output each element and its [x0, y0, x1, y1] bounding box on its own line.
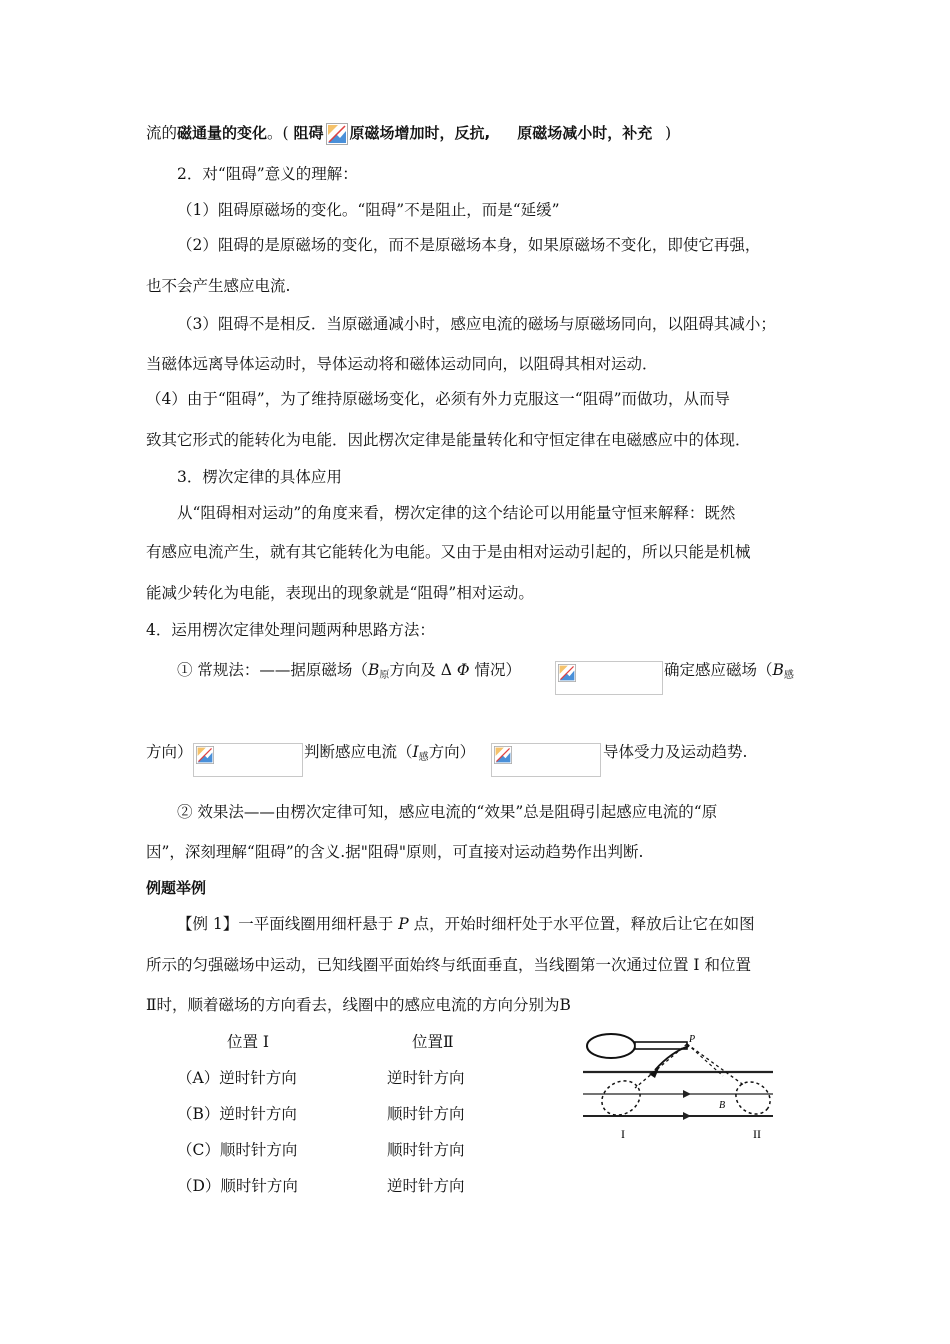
line-5: 也不会产生感应电流. — [146, 277, 291, 295]
option-a-pos1: （A）逆时针方向 — [177, 1069, 297, 1087]
text-d: 方向） — [428, 743, 476, 761]
line-8: （4）由于“阻碍”，为了维持原磁场变化，必须有外力克服这一“阻碍”而做功，从而导 — [146, 390, 731, 408]
option-d-pos2: 逆时针方向 — [387, 1177, 465, 1195]
bold-increase: 原磁场增加时，反抗, — [349, 124, 491, 142]
option-a-pos2: 逆时针方向 — [387, 1069, 465, 1087]
var-p: P — [398, 915, 409, 933]
broken-image-icon — [494, 746, 512, 764]
field-arrow-icon — [683, 1090, 691, 1098]
text-b: 判断感应电流（ — [304, 743, 413, 761]
text-b: 点，开始时细杆处于水平位置，释放后让它在如图 — [408, 915, 755, 933]
var-b: B — [367, 661, 380, 679]
line-7: 当磁体远离导体运动时，导体运动将和磁体运动同向，以阻碍其相对运动． — [146, 355, 658, 373]
label-position-1: I — [621, 1127, 625, 1141]
table-header-1: 位置 I — [227, 1033, 270, 1051]
line-16a: 方向） — [146, 743, 193, 761]
line-15 — [177, 660, 521, 686]
var-i: I — [412, 743, 419, 761]
broken-image-icon — [326, 123, 348, 145]
coil-start — [587, 1034, 635, 1058]
text-paren: 。( — [267, 124, 289, 142]
option-b-pos1: （B）逆时针方向 — [177, 1105, 297, 1123]
line-15b — [664, 660, 794, 686]
label-p: P — [689, 1034, 696, 1045]
line-10: 3．楞次定律的具体应用 — [177, 468, 342, 486]
option-c-pos1: （C）顺时针方向 — [177, 1141, 298, 1159]
option-c-pos2: 顺时针方向 — [387, 1141, 465, 1159]
line-18: 因”，深刻理解“阻碍”的含义.据"阻碍"原则，可直接对运动趋势作出判断. — [146, 843, 644, 861]
text-close-paren: ) — [665, 124, 672, 142]
bold-decrease: 原磁场减小时，补充 — [517, 124, 653, 142]
line-3: （1）阻碍原磁场的变化。“阻碍”不是阻止，而是“延缓” — [177, 201, 560, 219]
line-13: 能减少转化为电能，表现出的现象就是“阻碍”相对运动。 — [146, 584, 534, 602]
rod — [635, 1042, 687, 1049]
section-heading-examples: 例题举例 — [146, 879, 207, 897]
line-12: 有感应电流产生，就有其它能转化为电能。又由于是由相对运动引起的，所以只能是机械 — [146, 543, 751, 561]
var-b-gan: B — [772, 661, 784, 679]
line-17: ② 效果法——由楞次定律可知，感应电流的“效果”总是阻碍引起感应电流的“原 — [177, 803, 718, 821]
sub-yuan: 原 — [379, 670, 390, 681]
rod-position-2 — [687, 1044, 745, 1086]
broken-image-icon — [558, 664, 576, 682]
label-b: B — [719, 1100, 726, 1111]
text-a: ① 常规法：——据原磁场（ — [177, 661, 368, 679]
field-arrow-icon — [683, 1112, 691, 1120]
broken-image-icon — [196, 746, 214, 764]
option-b-pos2: 顺时针方向 — [387, 1105, 465, 1123]
line-4: （2）阻碍的是原磁场的变化，而不是原磁场本身，如果原磁场不变化，即使它再强， — [177, 236, 761, 254]
sub-gan: 感 — [418, 752, 429, 763]
pendulum-coil-figure — [583, 1028, 783, 1143]
bold-hinder: 阻碍 — [293, 124, 324, 142]
var-phi: Φ — [456, 661, 470, 679]
text-d: 情况） — [469, 661, 522, 679]
line-14: 4．运用楞次定律处理问题两种思路方法： — [146, 621, 435, 639]
line-2: 2．对“阻碍”意义的理解： — [177, 165, 358, 183]
line-9: 致其它形式的能转化为电能．因此楞次定律是能量转化和守恒定律在电磁感应中的体现． — [146, 431, 751, 449]
line-20 — [177, 914, 755, 934]
option-d-pos1: （D）顺时针方向 — [177, 1177, 298, 1195]
line-1 — [146, 123, 671, 145]
line-21: 所示的匀强磁场中运动，已知线圈平面始终与纸面垂直，当线圈第一次通过位置 I 和位置 — [146, 956, 751, 974]
table-header-2: 位置Ⅱ — [412, 1033, 454, 1051]
line-16c: 导体受力及运动趋势. — [603, 743, 748, 761]
coil-position-1 — [596, 1074, 647, 1122]
coil-position-2 — [730, 1075, 777, 1120]
label-position-2: II — [753, 1127, 761, 1141]
bold-flux-change: 磁通量的变化 — [177, 124, 268, 142]
text-c: 方向及 Δ — [389, 661, 457, 679]
image-placeholder-3 — [491, 743, 601, 777]
sub-gan: 感 — [783, 670, 794, 681]
image-placeholder-1 — [555, 661, 663, 695]
text-pre: 流的 — [146, 124, 178, 142]
image-placeholder-2 — [193, 743, 303, 777]
line-16b — [304, 742, 475, 768]
line-11: 从“阻碍相对运动”的角度来看，楞次定律的这个结论可以用能量守恒来解释：既然 — [177, 504, 736, 522]
line-22: Ⅱ时，顺着磁场的方向看去，线圈中的感应电流的方向分别为B — [146, 996, 571, 1014]
text-e: 确定感应磁场（ — [664, 661, 773, 679]
line-6: （3）阻碍不是相反．当原磁通减小时，感应电流的磁场与原磁场同向，以阻碍其减小； — [177, 315, 776, 333]
text-a: 【例 1】一平面线圈用细杆悬于 — [177, 915, 399, 933]
